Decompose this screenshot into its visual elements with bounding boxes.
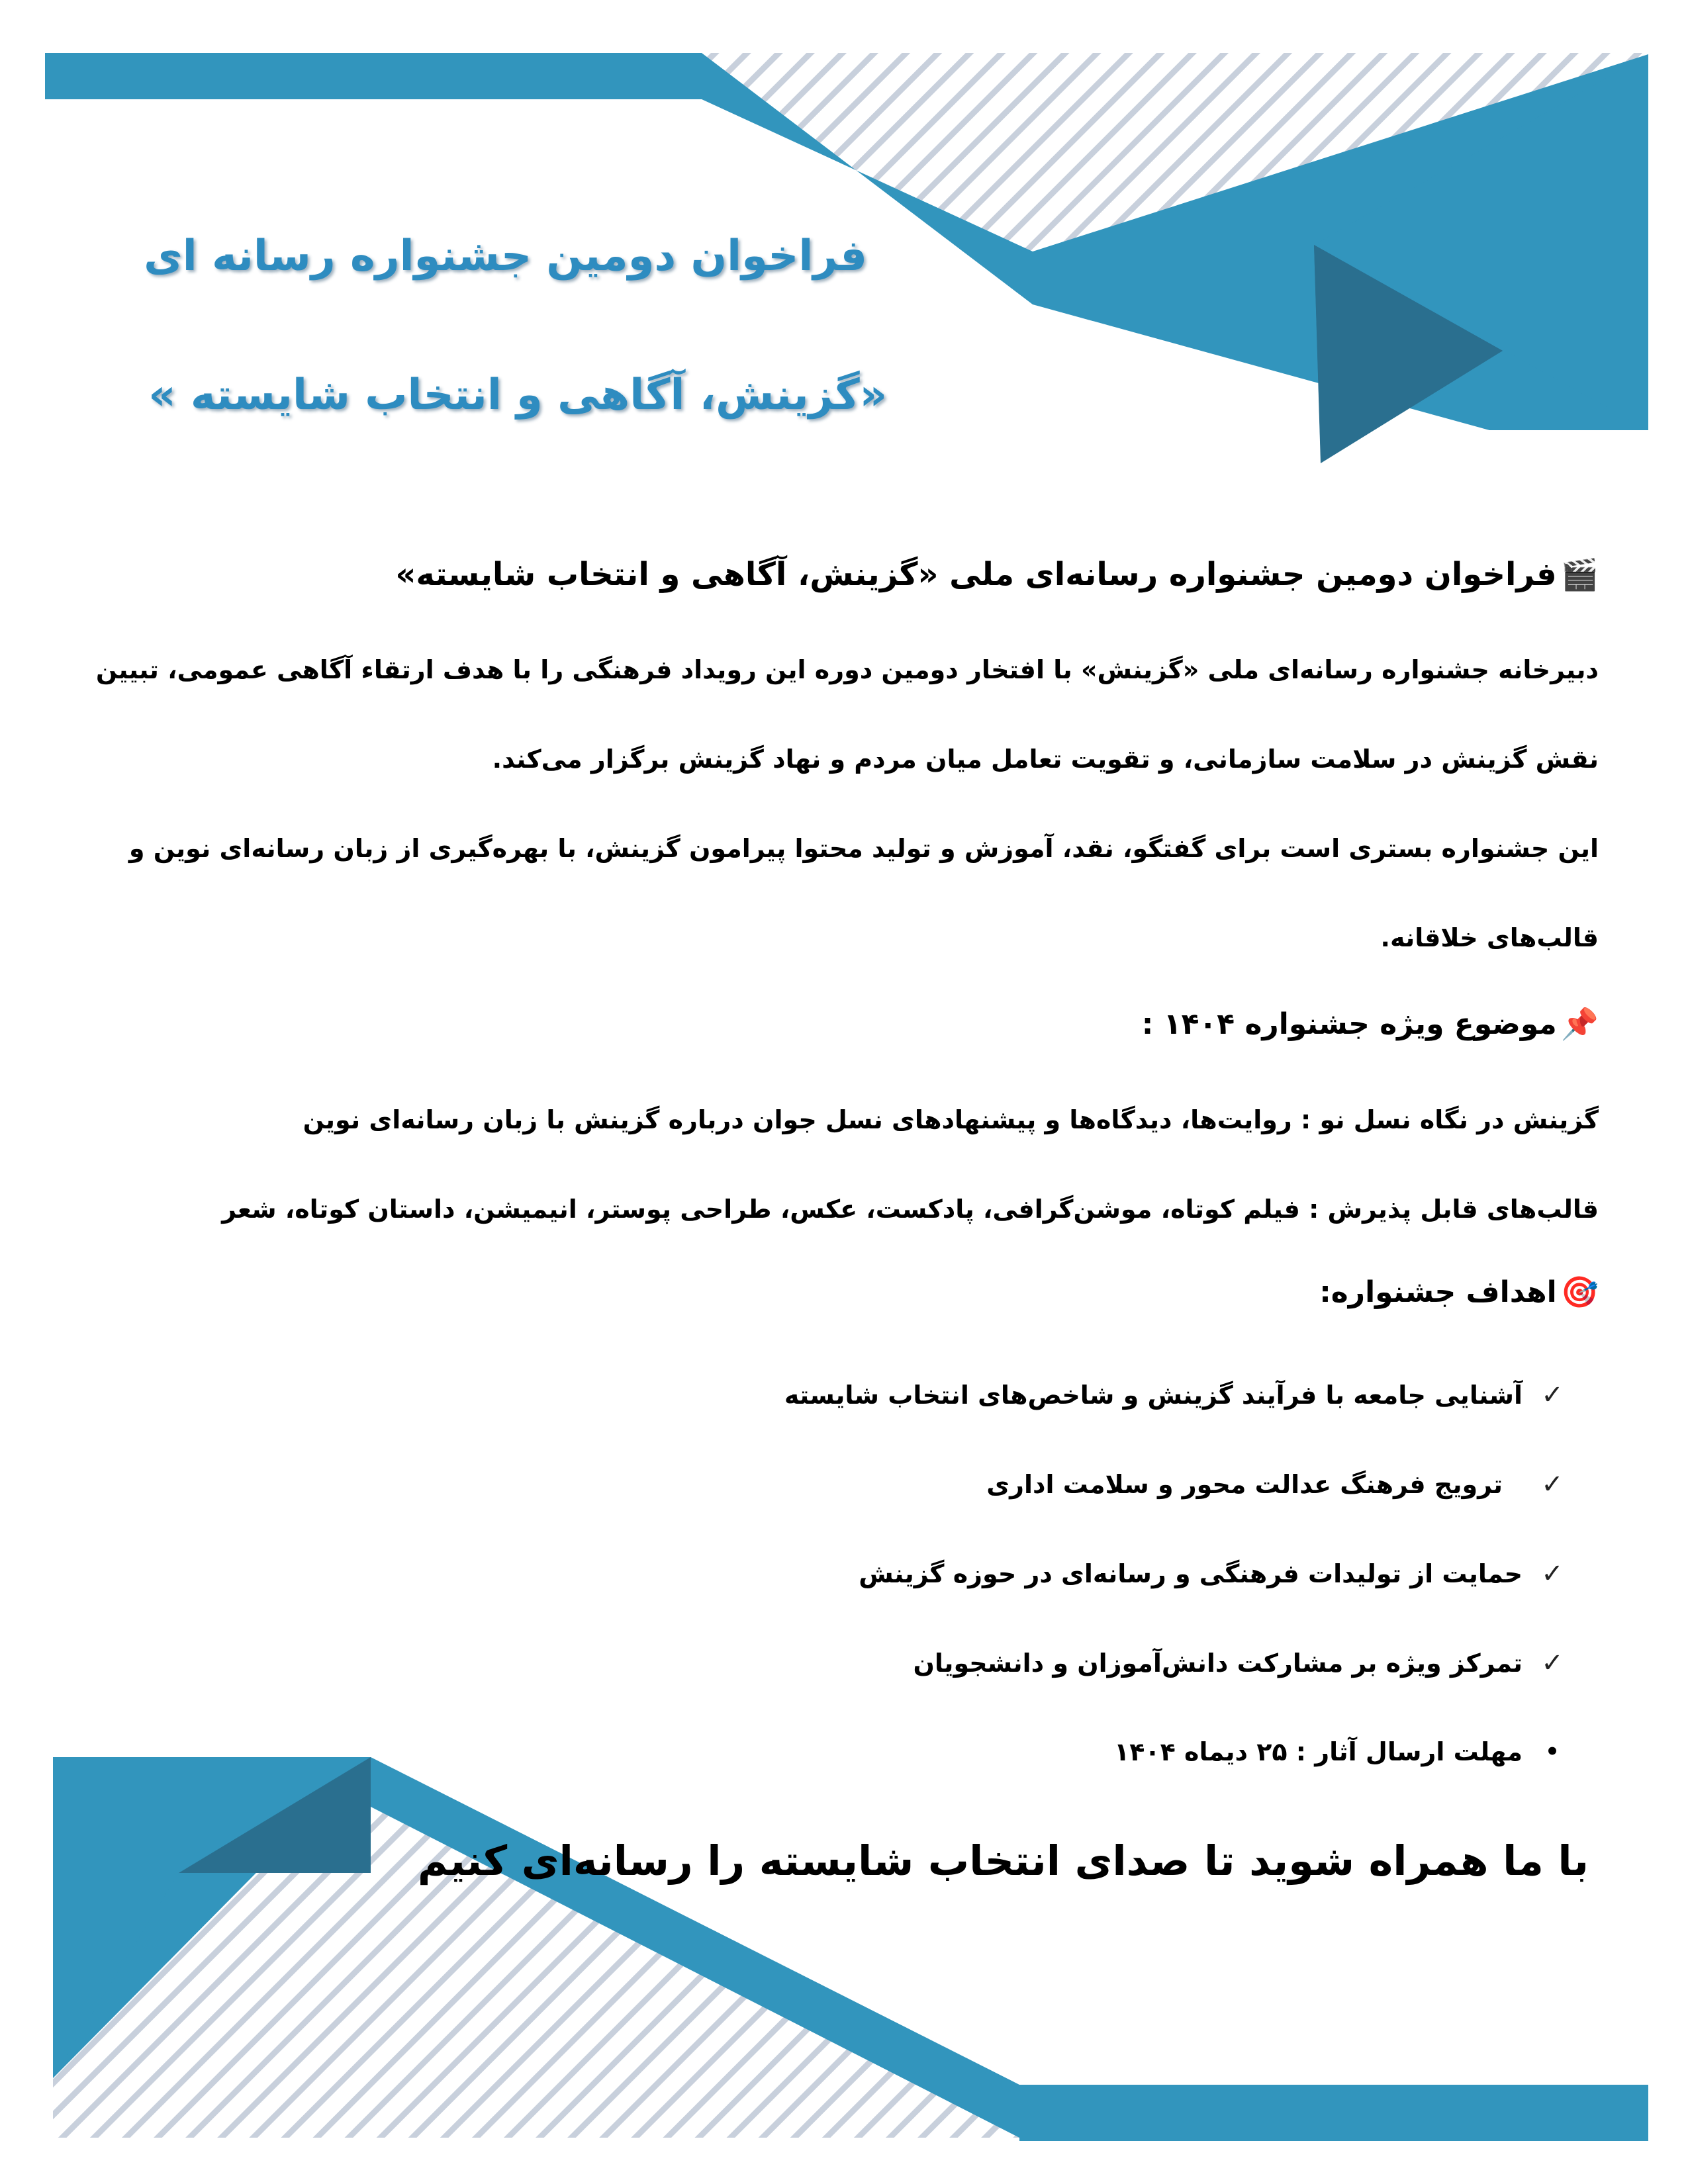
bullet-icon: • — [1545, 1739, 1560, 1765]
deadline-item: • مهلت ارسال آثار : ۲۵ دیماه ۱۴۰۴ — [1114, 1737, 1582, 1766]
target-icon: 🎯 — [1560, 1274, 1599, 1310]
intro-line-4: قالب‌های خلاقانه. — [1380, 923, 1599, 952]
bottom-blue-bar — [1019, 2085, 1648, 2141]
intro-line-1: دبیرخانه جشنواره رسانه‌ای ملی «گزینش» با افتخار دومین دوره این رویداد فرهنگی را با هدف ارتقاء آگاهی عمومی، تبیین — [95, 655, 1599, 684]
special-topic-heading: 📌 موضوع ویژه جشنواره ۱۴۰۴ : — [1141, 1006, 1599, 1042]
pushpin-icon: 📌 — [1560, 1006, 1599, 1042]
formats-line: قالب‌های قابل پذیرش : فیلم کوتاه، موشن‌گرافی، پادکست، عکس، طراحی پوستر، انیمیشن، داستان کوتاه، شعر — [222, 1195, 1599, 1224]
page-title-line-1: فراخوان دومین جشنواره رسانه ای — [144, 232, 867, 281]
announcement-heading: 🎬 فراخوان دومین جشنواره رسانه‌ای ملی «گزینش، آگاهی و انتخاب شایسته» — [395, 556, 1599, 593]
page-title-line-2: «گزینش، آگاهی و انتخاب شایسته » — [148, 371, 887, 420]
goal-item: ✓ حمایت از تولیدات فرهنگی و رسانه‌ای در حوزه گزینش — [859, 1559, 1582, 1589]
check-icon: ✓ — [1541, 1469, 1564, 1500]
intro-line-3: این جشنواره بستری است برای گفتگو، نقد، آموزش و تولید محتوا پیرامون گزینش، با بهره‌گیری از زبان رسانه‌ای نوین و — [128, 834, 1599, 863]
clapperboard-icon: 🎬 — [1560, 556, 1599, 592]
intro-line-2: نقش گزینش در سلامت سازمانی، و تقویت تعامل میان مردم و نهاد گزینش برگزار می‌کند. — [492, 745, 1599, 774]
goal-item: ✓ آشنایی جامعه با فرآیند گزینش و شاخص‌های انتخاب شایسته — [784, 1380, 1582, 1410]
check-icon: ✓ — [1541, 1559, 1564, 1589]
goal-item: ✓ تمرکز ویژه بر مشارکت دانش‌آموزان و دانشجویان — [913, 1648, 1582, 1678]
goals-heading: 🎯 اهداف جشنواره: — [1319, 1274, 1599, 1310]
check-icon: ✓ — [1541, 1380, 1564, 1410]
topic-line: گزینش در نگاه نسل نو : روایت‌ها، دیدگاه‌ها و پیشنهادهای نسل جوان درباره گزینش با زبان رسانه‌ای نوین — [303, 1105, 1599, 1134]
check-icon: ✓ — [1541, 1648, 1564, 1678]
goal-item: ✓ ترویج فرهنگ عدالت محور و سلامت اداری — [986, 1469, 1582, 1500]
closing-slogan: با ما همراه شوید تا صدای انتخاب شایسته را رسانه‌ای کنیم — [417, 1837, 1589, 1885]
